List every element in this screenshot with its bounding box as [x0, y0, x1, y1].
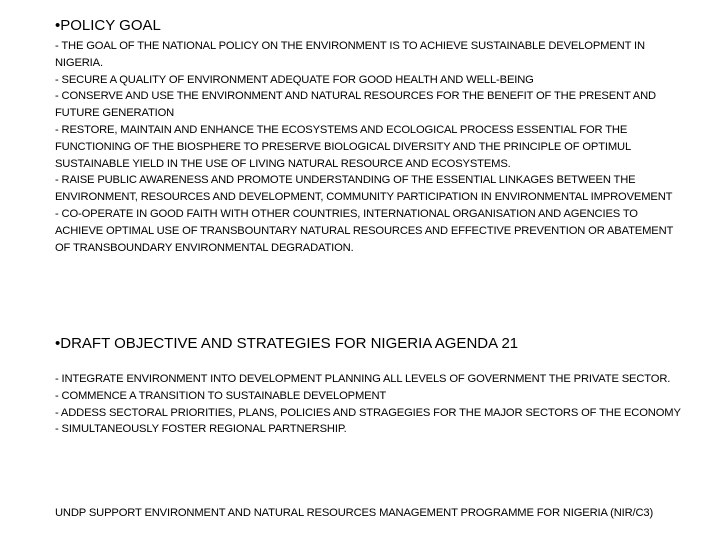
policy-goal-line: - THE GOAL OF THE NATIONAL POLICY ON THE ENVIRONMENT IS TO ACHIEVE SUSTAINABLE DEVELOPMENT IN NIGERIA. [55, 40, 645, 69]
policy-goal-line: - CONSERVE AND USE THE ENVIRONMENT AND NATURAL RESOURCES FOR THE BENEFIT OF THE PRESENT AND FUTURE GENERATION [55, 90, 656, 120]
footer-note: UNDP SUPPORT ENVIRONMENT AND NATURAL RESOURCES MANAGEMENT PROGRAMME FOR NIGERIA (NIR/C3) [55, 507, 654, 519]
draft-objective-line: - COMMENCE A TRANSITION TO SUSTAINABLE DEVELOPMENT [55, 389, 387, 402]
policy-goal-line: - SECURE A QUALITY OF ENVIRONMENT ADEQUATE FOR GOOD HEALTH AND WELL-BEING [55, 73, 534, 86]
policy-goal-line: - CO-OPERATE IN GOOD FAITH WITH OTHER COUNTRIES, INTERNATIONAL ORGANISATION AND AGENCIES TO ACHIEVE OPTIMAL USE OF TRANSBOUNTARY NATURAL RESOURCES AND EFFECTIVE PREVENTION OR ABATEMENT OF TRANSBOUNDARY ENVIRONMENTAL DEGRADATION. [55, 207, 673, 254]
policy-goal-line: - RAISE PUBLIC AWARENESS AND PROMOTE UNDERSTANDING OF THE ESSENTIAL LINKAGES BETWEEN THE ENVIRONMENT, RESOURCES AND DEVELOPMENT, COMMUNITY PARTICIPATION IN ENVIRONMENTAL IMPROVEMENT [55, 174, 673, 204]
draft-objective-text [55, 371, 685, 438]
draft-objective-line: - ADDESS SECTORAL PRIORITIES, PLANS, POLICIES AND STRAGEGIES FOR THE MAJOR SECTORS OF THE ECONOMY [55, 406, 681, 419]
policy-goal-text [55, 38, 685, 256]
draft-objective-line: - SIMULTANEOUSLY FOSTER REGIONAL PARTNERSHIP. [55, 423, 347, 436]
draft-objective-line: - INTEGRATE ENVIRONMENT INTO DEVELOPMENT PLANNING ALL LEVELS OF GOVERNMENT THE PRIVATE SECTOR. [55, 373, 671, 385]
policy-goal-heading: •POLICY GOAL [55, 17, 161, 34]
policy-goal-line: - RESTORE, MAINTAIN AND ENHANCE THE ECOSYSTEMS AND ECOLOGICAL PROCESS ESSENTIAL FOR THE FUNCTIONING OF THE BIOSPHERE TO PRESERVE BIOLOGICAL DIVERSITY AND THE PRINCIPLE OF OPTIMUL SUSTAINABLE YIELD IN THE USE OF LIVING NATURAL RESOURCE AND ECOSYSTEMS. [55, 123, 631, 170]
draft-objective-heading: •DRAFT OBJECTIVE AND STRATEGIES FOR NIGERIA AGENDA 21 [55, 335, 519, 352]
